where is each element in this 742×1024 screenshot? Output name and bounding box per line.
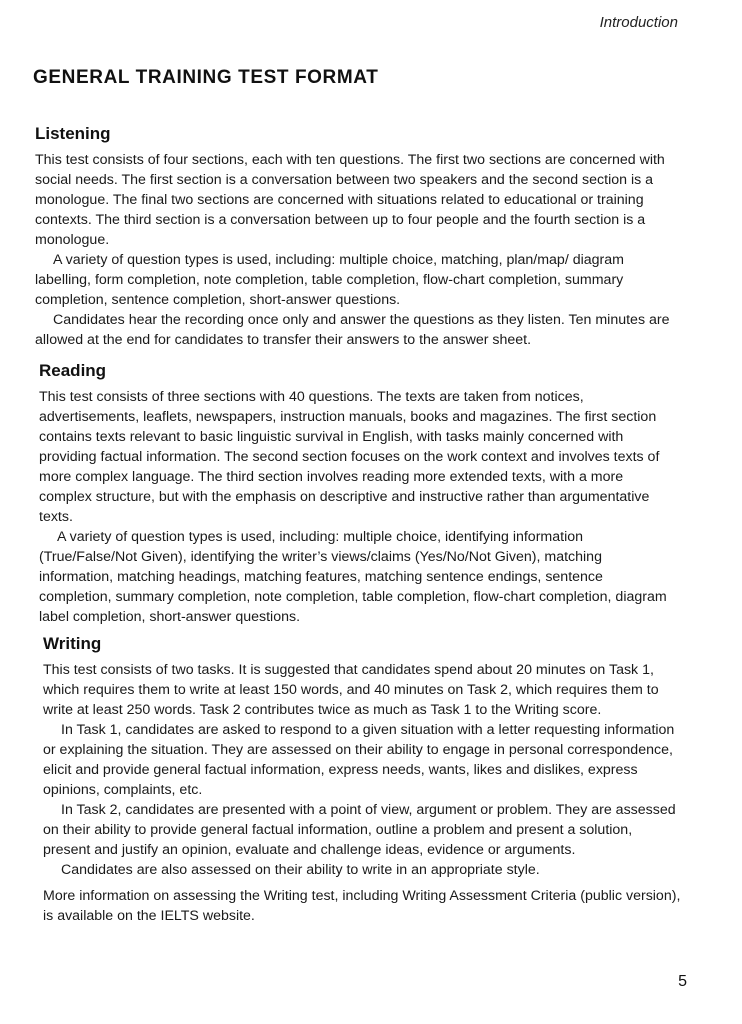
- writing-paragraph-3: In Task 2, candidates are presented with a point of view, argument or problem. They are assessed on their ability to provide general factual information, outline a problem and present a solution, present and justify an opinion, evaluate and challenge ideas, evidence or arguments.: [43, 802, 676, 858]
- page-number: 5: [678, 973, 687, 990]
- section-heading-listening: Listening: [35, 124, 111, 143]
- section-listening: [35, 124, 681, 350]
- listening-paragraph-2: A variety of question types is used, including: multiple choice, matching, plan/map/ diagram labelling, form completion, note completion, table completion, flow-chart completion, summary completion, sentence completion, short-answer questions.: [35, 252, 624, 308]
- section-heading-reading: Reading: [39, 361, 107, 380]
- writing-paragraph-2: In Task 1, candidates are asked to respond to a given situation with a letter requesting information or explaining the situation. They are assessed on their ability to engage in personal correspondence, elicit and provide general factual information, express needs, wants, likes and dislikes, express opinions, complaints, etc.: [43, 722, 675, 798]
- page-title: GENERAL TRAINING TEST FORMAT: [33, 67, 379, 88]
- writing-more-info: More information on assessing the Writing test, including Writing Assessment Criteria (public version), is available on the IELTS website.: [43, 888, 681, 924]
- listening-paragraph-1: This test consists of four sections, each with ten questions. The first two sections are concerned with social needs. The first section is a conversation between two speakers and the second section is a monologue. The final two sections are concerned with situations related to educational or training contexts. The third section is a conversation between up to four people and the fourth section is a monologue.: [35, 152, 665, 248]
- section-writing: [43, 634, 683, 926]
- listening-paragraph-3: Candidates hear the recording once only and answer the questions as they listen. Ten minutes are allowed at the end for candidates to transfer their answers to the answer sheet.: [35, 312, 670, 348]
- reading-paragraph-1: This test consists of three sections with 40 questions. The texts are taken from notices, advertisements, leaflets, newspapers, instruction manuals, books and magazines. The first section contains texts relevant to basic linguistic survival in English, with tasks mainly concerned with providing factual information. The second section focuses on the work context and involves texts of more complex language. The third section involves reading more extended texts, with a more complex structure, but with the emphasis on descriptive and instructive rather than argumentative texts.: [39, 389, 660, 525]
- running-head: Introduction: [599, 14, 678, 31]
- reading-paragraph-2: A variety of question types is used, including: multiple choice, identifying information (True/False/Not Given), identifying the writer’s views/claims (Yes/No/Not Given), matching information, matching headings, matching features, matching sentence endings, sentence completion, summary completion, note completion, table completion, flow-chart completion, diagram label completion, short-answer questions.: [39, 529, 667, 625]
- writing-paragraph-1: This test consists of two tasks. It is suggested that candidates spend about 20 minutes on Task 1, which requires them to write at least 150 words, and 40 minutes on Task 2, which requires them to write at least 250 words. Task 2 contributes twice as much as Task 1 to the Writing score.: [43, 662, 659, 718]
- writing-paragraph-4: Candidates are also assessed on their ability to write in an appropriate style.: [61, 862, 540, 878]
- section-heading-writing: Writing: [43, 634, 102, 653]
- section-reading: [39, 361, 677, 627]
